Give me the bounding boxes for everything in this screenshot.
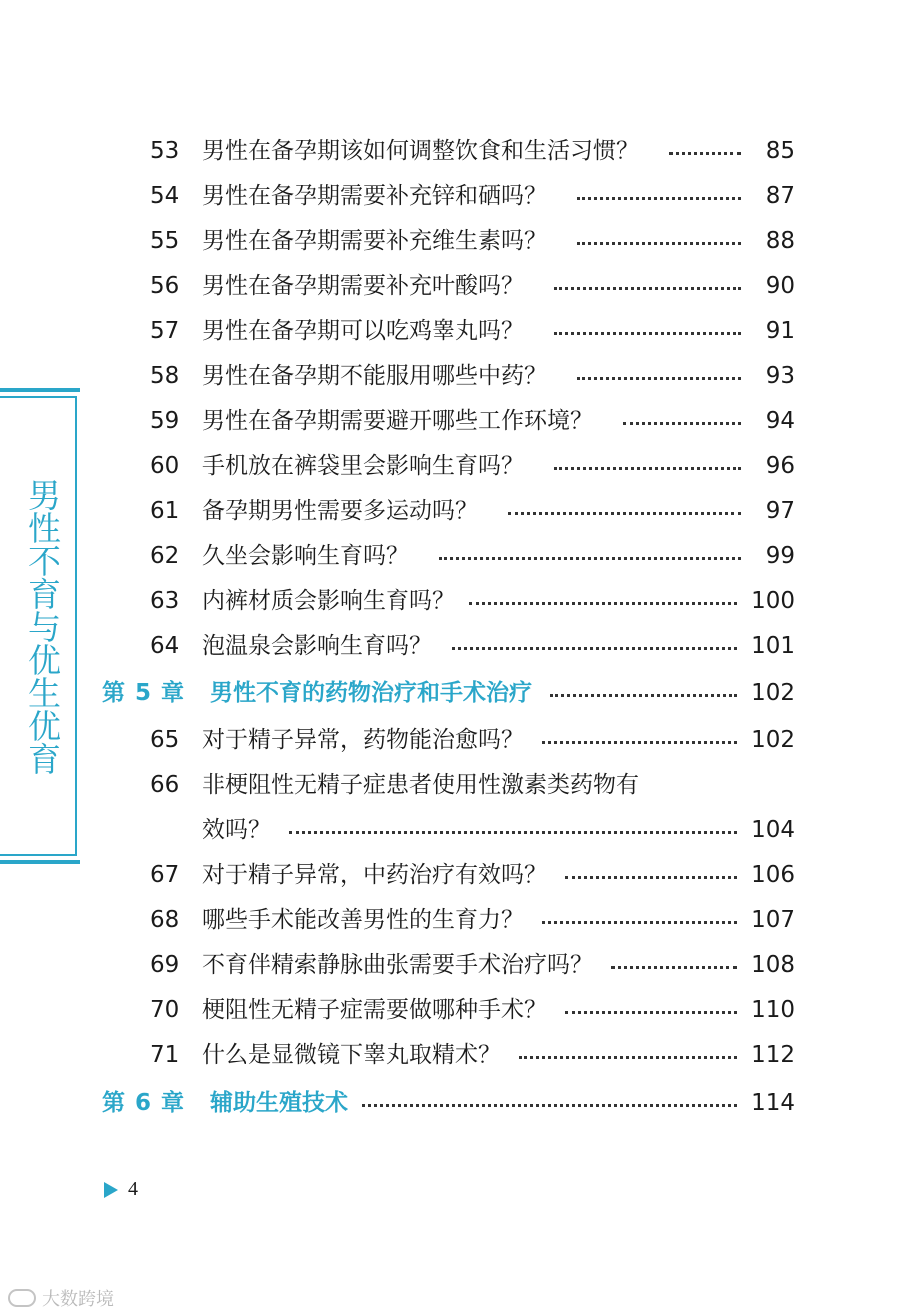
entry-title: 久坐会影响生育吗？	[202, 543, 409, 569]
entry-number: 68	[150, 907, 180, 933]
entry-page: 90	[765, 273, 795, 299]
entry-page: 106	[751, 862, 795, 888]
entry-page: 91	[765, 318, 795, 344]
leader-dots	[550, 694, 737, 697]
entry-title: 手机放在裤袋里会影响生育吗？	[202, 453, 524, 479]
toc-entry[interactable]	[150, 178, 795, 214]
entry-title: 梗阻性无精子症需要做哪种手术？	[202, 997, 547, 1023]
leader-dots	[439, 557, 741, 560]
leader-dots	[669, 152, 741, 155]
side-tab-bottom-bar	[0, 860, 80, 864]
entry-number: 69	[150, 952, 180, 978]
entry-title: 男性在备孕期可以吃鸡睾丸吗？	[202, 318, 524, 344]
chapter-page: 114	[751, 1090, 795, 1116]
leader-dots	[565, 1011, 737, 1014]
page-arrow-icon	[104, 1182, 118, 1198]
entry-title-continued: 效吗？	[202, 817, 271, 843]
leader-dots	[577, 197, 741, 200]
toc-entry[interactable]	[150, 358, 795, 394]
entry-number: 67	[150, 862, 180, 888]
chapter-title: 男性不育的药物治疗和手术治疗	[210, 680, 532, 706]
leader-dots	[611, 966, 737, 969]
toc-entry[interactable]	[150, 583, 795, 619]
entry-page: 96	[765, 453, 795, 479]
leader-dots	[362, 1104, 737, 1107]
entry-number: 64	[150, 633, 180, 659]
entry-number: 65	[150, 727, 180, 753]
toc-entry[interactable]	[150, 538, 795, 574]
entry-title: 泡温泉会影响生育吗？	[202, 633, 432, 659]
entry-number: 62	[150, 543, 180, 569]
leader-dots	[554, 287, 741, 290]
entry-page: 93	[765, 363, 795, 389]
chapter-label: 第 5 章	[102, 680, 186, 706]
chapter-heading[interactable]	[102, 1085, 795, 1121]
entry-title: 男性在备孕期需要避开哪些工作环境？	[202, 408, 593, 434]
entry-number: 60	[150, 453, 180, 479]
leader-dots	[452, 647, 737, 650]
toc-entry[interactable]	[150, 268, 795, 304]
side-title: 男性不育与优生优育	[23, 477, 62, 775]
entry-page: 94	[765, 408, 795, 434]
entry-title: 男性在备孕期不能服用哪些中药？	[202, 363, 547, 389]
toc-entry[interactable]	[150, 902, 795, 938]
entry-number: 59	[150, 408, 180, 434]
entry-title: 男性在备孕期需要补充锌和硒吗？	[202, 183, 547, 209]
entry-number: 57	[150, 318, 180, 344]
entry-page: 87	[765, 183, 795, 209]
entry-title: 备孕期男性需要多运动吗？	[202, 498, 478, 524]
entry-title: 对于精子异常，药物能治愈吗？	[202, 727, 524, 753]
entry-page: 110	[751, 997, 795, 1023]
entry-title: 男性在备孕期该如何调整饮食和生活习惯？	[202, 138, 639, 164]
entry-number: 58	[150, 363, 180, 389]
leader-dots	[565, 876, 737, 879]
toc-entry[interactable]	[150, 628, 795, 664]
leader-dots	[469, 602, 737, 605]
entry-title: 对于精子异常，中药治疗有效吗？	[202, 862, 547, 888]
entry-number: 55	[150, 228, 180, 254]
entry-page: 88	[765, 228, 795, 254]
entry-title: 男性在备孕期需要补充维生素吗？	[202, 228, 547, 254]
leader-dots	[519, 1056, 737, 1059]
entry-number: 61	[150, 498, 180, 524]
toc-entry[interactable]	[150, 493, 795, 529]
entry-number: 54	[150, 183, 180, 209]
entry-number: 71	[150, 1042, 180, 1068]
leader-dots	[554, 467, 741, 470]
entry-page: 101	[751, 633, 795, 659]
entry-page: 85	[765, 138, 795, 164]
chapter-label: 第 6 章	[102, 1090, 186, 1116]
entry-page: 104	[751, 817, 795, 843]
leader-dots	[577, 377, 741, 380]
leader-dots	[542, 921, 737, 924]
toc-entry[interactable]	[150, 223, 795, 259]
entry-title: 什么是显微镜下睾丸取精术？	[202, 1042, 501, 1068]
toc-entry-continued[interactable]	[150, 812, 795, 848]
entry-page: 107	[751, 907, 795, 933]
leader-dots	[289, 831, 737, 834]
toc-entry[interactable]	[150, 767, 795, 803]
entry-page: 99	[765, 543, 795, 569]
entry-page: 97	[765, 498, 795, 524]
watermark-logo-icon	[8, 1289, 36, 1307]
toc-entry[interactable]	[150, 133, 795, 169]
page-number: 4	[128, 1178, 138, 1200]
watermark	[8, 1285, 114, 1311]
entry-number: 63	[150, 588, 180, 614]
entry-number: 66	[150, 772, 180, 798]
watermark-text: 大数跨境	[42, 1289, 114, 1310]
leader-dots	[542, 741, 737, 744]
entry-page: 112	[751, 1042, 795, 1068]
toc-entry[interactable]	[150, 448, 795, 484]
toc-entry[interactable]	[150, 1037, 795, 1073]
entry-title: 不育伴精索静脉曲张需要手术治疗吗？	[202, 952, 593, 978]
toc-entry[interactable]	[150, 313, 795, 349]
side-tab-top-bar	[0, 388, 80, 392]
entry-page: 100	[751, 588, 795, 614]
leader-dots	[623, 422, 741, 425]
leader-dots	[577, 242, 741, 245]
chapter-page: 102	[751, 680, 795, 706]
entry-title: 男性在备孕期需要补充叶酸吗？	[202, 273, 524, 299]
leader-dots	[554, 332, 741, 335]
leader-dots	[508, 512, 741, 515]
entry-title: 非梗阻性无精子症患者使用性激素类药物有	[202, 772, 639, 798]
entry-number: 53	[150, 138, 180, 164]
toc-entry[interactable]	[150, 722, 795, 758]
toc-entry[interactable]	[150, 857, 795, 893]
entry-title: 哪些手术能改善男性的生育力？	[202, 907, 524, 933]
toc-entry[interactable]	[150, 403, 795, 439]
chapter-title: 辅助生殖技术	[210, 1090, 348, 1116]
entry-page: 108	[751, 952, 795, 978]
chapter-heading[interactable]	[102, 675, 795, 711]
entry-number: 56	[150, 273, 180, 299]
entry-title: 内裤材质会影响生育吗？	[202, 588, 455, 614]
side-tab	[0, 388, 80, 864]
toc-entry[interactable]	[150, 992, 795, 1028]
entry-number: 70	[150, 997, 180, 1023]
toc-entry[interactable]	[150, 947, 795, 983]
entry-page: 102	[751, 727, 795, 753]
